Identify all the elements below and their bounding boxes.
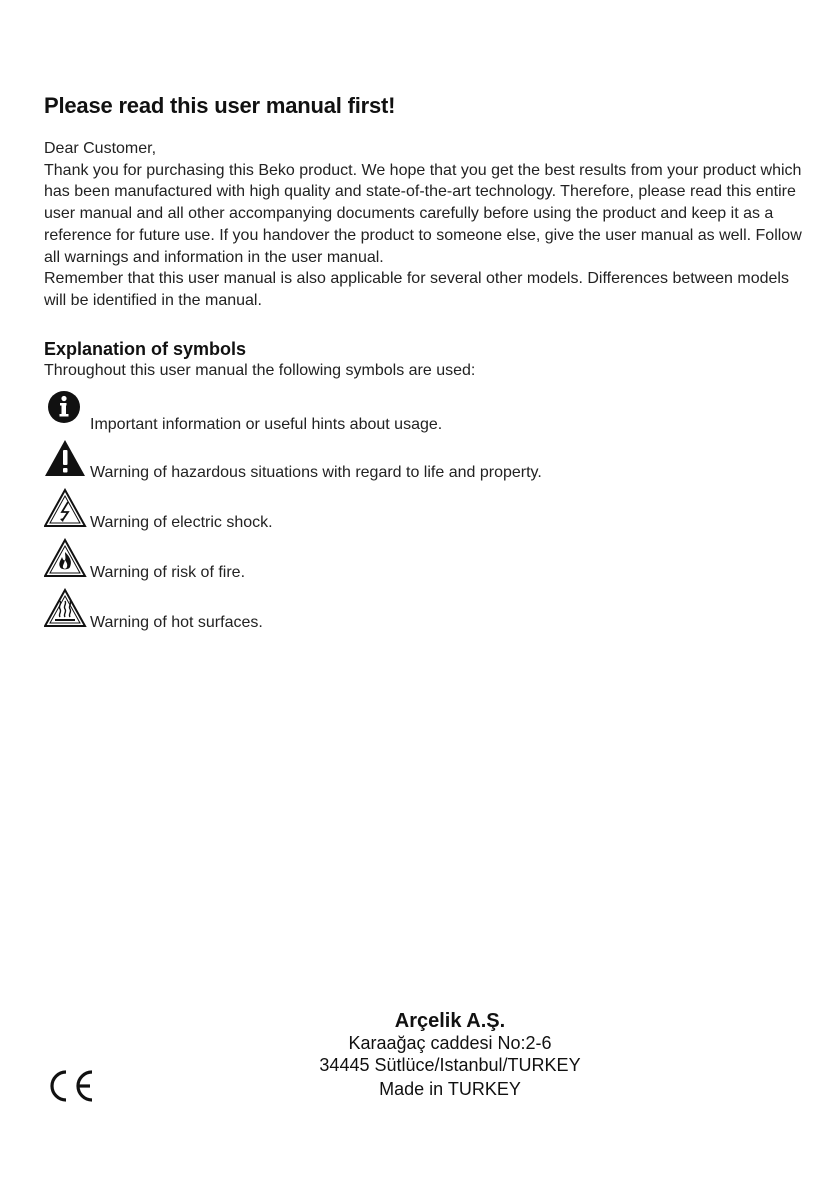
information-icon: [44, 390, 86, 424]
symbol-label: Warning of risk of fire.: [90, 564, 246, 581]
greeting: Dear Customer,: [44, 140, 157, 157]
manufacturer-address: [230, 1010, 670, 1100]
made-in-label: Made in TURKEY: [379, 1079, 521, 1099]
hot-surface-icon: [44, 588, 88, 628]
symbol-label: Important information or useful hints about usage.: [90, 416, 443, 433]
symbol-label: Warning of electric shock.: [90, 514, 273, 531]
intro-text: [44, 138, 804, 312]
paragraph-models: Remember that this user manual is also applicable for several other models. Differences between models will be identified in the manual.: [44, 270, 789, 309]
symbol-row-electric: [44, 488, 744, 532]
symbol-row-hot-surface: [44, 588, 744, 632]
paragraph-thanks: Thank you for purchasing this Beko product. We hope that you get the best results from your product which has been manufactured with high quality and state-of-the-art technology. Therefore, please read this entire user manual and all other accompanying documents carefully before using the product and keep it as a reference for future use. If you handover the product to someone else, give the user manual as well. Follow all warnings and information in the user manual.: [44, 161, 802, 266]
symbols-heading: Explanation of symbols: [44, 339, 247, 359]
electric-shock-icon: [44, 488, 88, 528]
hazard-warning-icon: [44, 438, 88, 478]
symbol-row-hazard: [44, 438, 744, 482]
address-line-2: 34445 Sütlüce/Istanbul/TURKEY: [319, 1055, 581, 1075]
address-line-1: Karaağaç caddesi No:2-6: [348, 1033, 552, 1053]
ce-mark-icon: [44, 1068, 96, 1104]
company-name: Arçelik A.Ş.: [394, 1010, 506, 1032]
symbol-label: Warning of hot surfaces.: [90, 614, 263, 631]
symbol-label: Warning of hazardous situations with regard to life and property.: [90, 464, 542, 481]
symbol-row-fire: [44, 538, 744, 582]
symbols-intro: Throughout this user manual the following symbols are used:: [44, 362, 476, 379]
page-title: Please read this user manual first!: [44, 93, 396, 118]
fire-risk-icon: [44, 538, 88, 578]
symbol-row-information: [44, 390, 744, 434]
